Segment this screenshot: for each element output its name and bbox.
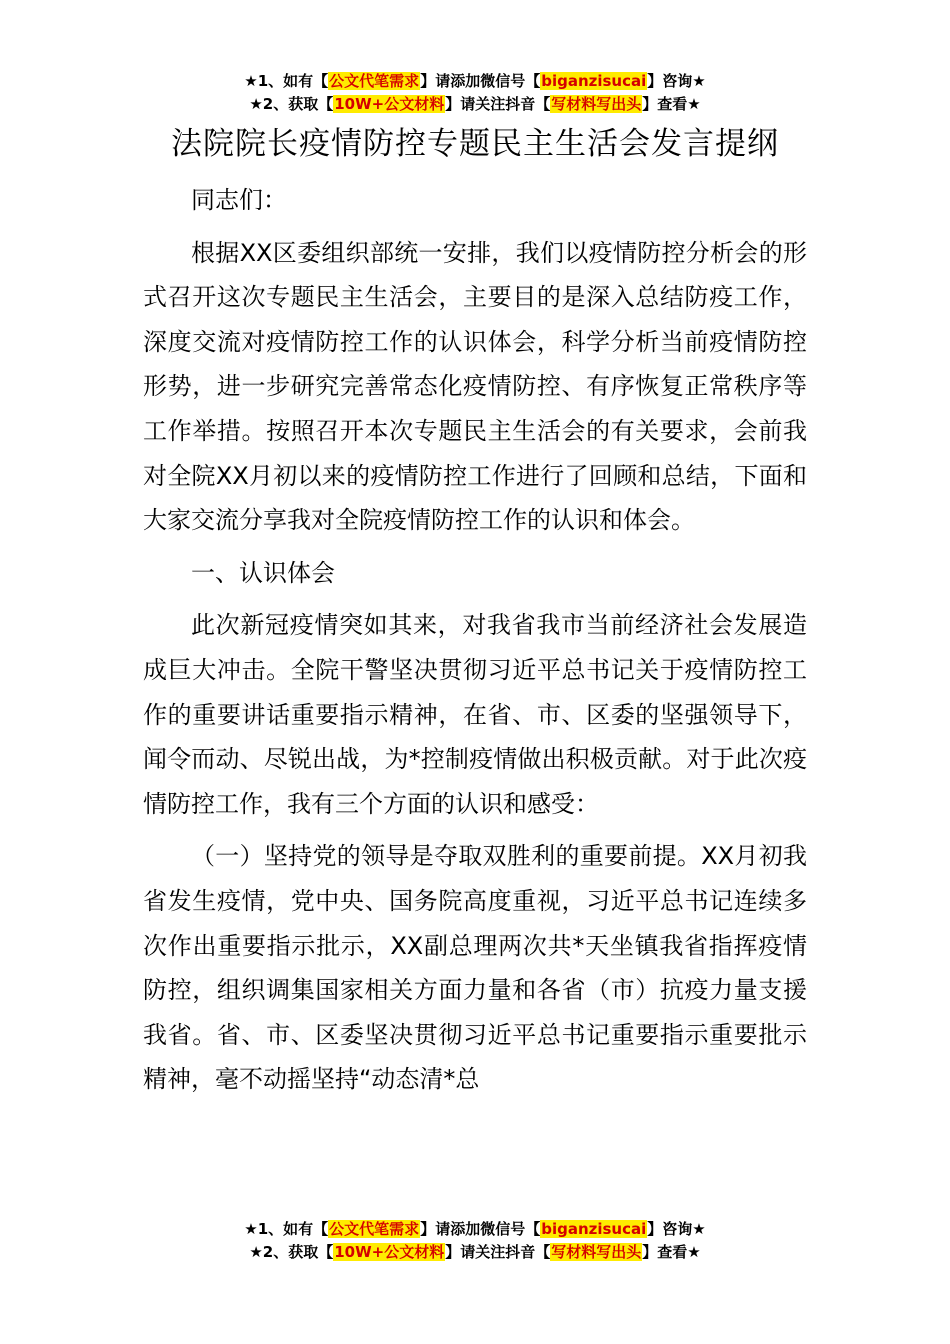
promo-text: 】咨询★ xyxy=(647,1220,706,1238)
promo-highlight: 写材料写出头 xyxy=(551,1243,642,1261)
promo-highlight: 公文代笔需求 xyxy=(329,72,420,90)
promo-highlight: 写材料写出头 xyxy=(551,95,642,113)
paragraph: 根据XX区委组织部统一安排，我们以疫情防控分析会的形式召开这次专题民主生活会，主要目的是深入总结防疫工作，深度交流对疫情防控工作的认识体会，科学分析当前疫情防控形势，进一步研究完善常态化疫情防控、有序恢复正常秩序等工作举措。按照召开本次专题民主生活会的有关要求，会前我对全院XX月初以来的疫情防控工作进行了回顾和总结，下面和大家交流分享我对全院疫情防控工作的认识和体会。 xyxy=(143,238,807,535)
promo-line-1 xyxy=(0,70,950,93)
promo-text: 】请添加微信号【 xyxy=(420,72,541,90)
promo-text: ★2、获取【 xyxy=(249,95,334,113)
promo-text: ★1、如有【 xyxy=(244,1220,329,1238)
promo-text: 】查看★ xyxy=(642,1243,701,1261)
paragraph: 此次新冠疫情突如其来，对我省我市当前经济社会发展造成巨大冲击。全院干警坚决贯彻习近平总书记关于疫情防控工作的重要讲话重要指示精神，在省、市、区委的坚强领导下，闻令而动、尽锐出战，为*控制疫情做出积极贡献。对于此次疫情防控工作，我有三个方面的认识和感受： xyxy=(143,611,807,818)
promo-text: ★1、如有【 xyxy=(244,72,329,90)
promo-highlight: 公文代笔需求 xyxy=(329,1220,420,1238)
promo-text: 】咨询★ xyxy=(647,72,706,90)
promo-banner-bottom xyxy=(0,1218,950,1264)
document-body xyxy=(143,178,807,1110)
promo-line-2 xyxy=(0,1241,950,1264)
section-heading: 一、认识体会 xyxy=(191,558,335,587)
promo-highlight: 10W+公文材料 xyxy=(334,95,445,113)
promo-highlight: biganzisucai xyxy=(541,1220,647,1238)
paragraph: （一）坚持党的领导是夺取双胜利的重要前提。XX月初我省发生疫情，党中央、国务院高度重视，习近平总书记连续多次作出重要指示批示，XX副总理两次共*天坐镇我省指挥疫情防控，组织调集国家相关方面力量和各省（市）抗疫力量支援我省。省、市、区委坚决贯彻习近平总书记重要指示重要批示精神，毫不动摇坚持“动态清*总 xyxy=(143,842,807,1094)
promo-line-1 xyxy=(0,1218,950,1241)
promo-banner-top xyxy=(0,70,950,116)
promo-text: 】请添加微信号【 xyxy=(420,1220,541,1238)
promo-text: 】请关注抖音【 xyxy=(445,95,551,113)
promo-highlight: 10W+公文材料 xyxy=(334,1243,445,1261)
promo-text: ★2、获取【 xyxy=(249,1243,334,1261)
promo-text: 】查看★ xyxy=(642,95,701,113)
document-title: 法院院长疫情防控专题民主生活会发言提纲 xyxy=(171,126,779,162)
promo-text: 】请关注抖音【 xyxy=(445,1243,551,1261)
promo-highlight: biganzisucai xyxy=(541,72,647,90)
promo-line-2 xyxy=(0,93,950,116)
salutation: 同志们： xyxy=(191,186,287,214)
